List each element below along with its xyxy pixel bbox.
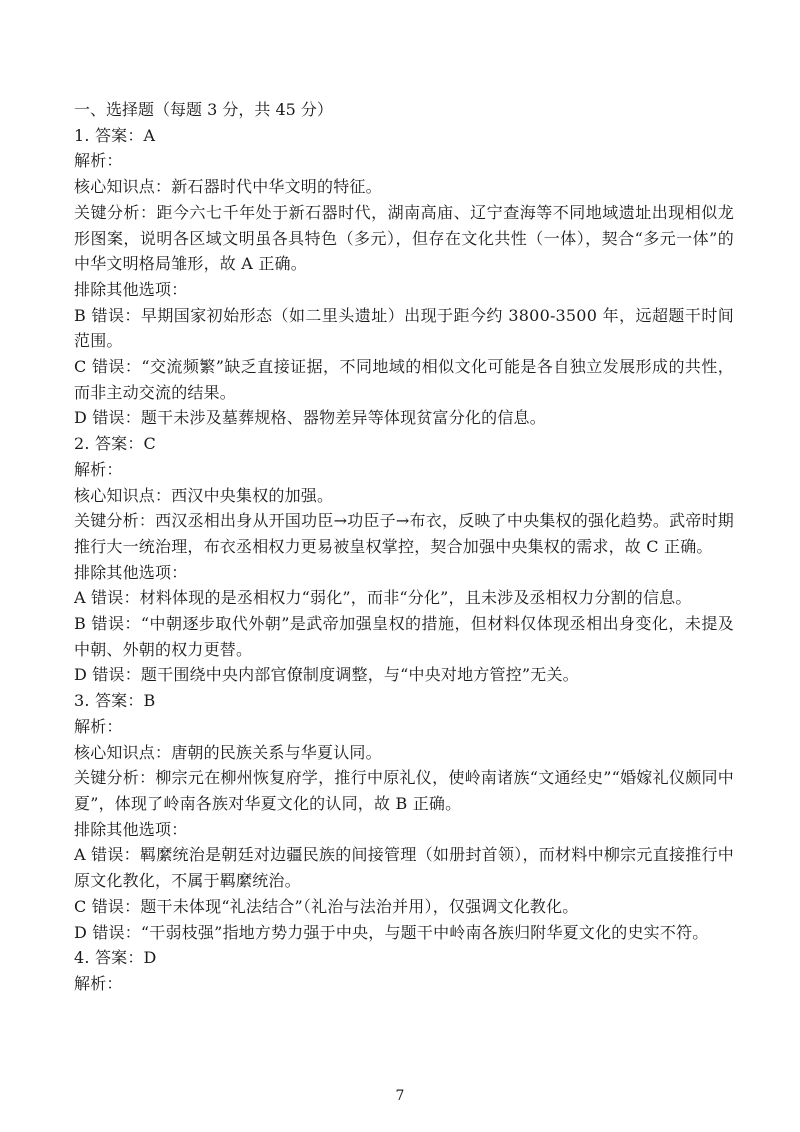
text-line: 核心知识点：唐朝的民族关系与华夏认同。 — [74, 742, 382, 762]
text-line: A 错误：材料体现的是丞相权力“弱化”，而非“分化”，且未涉及丞相权力分割的信息。 — [74, 588, 692, 608]
text-line: C 错误：题干未体现“礼法结合”（礼治与法治并用），仅强调文化教化。 — [74, 896, 579, 916]
text-line: 解析： — [74, 459, 123, 479]
text-line: 核心知识点：新石器时代中华文明的特征。 — [74, 177, 382, 197]
text-line: 排除其他选项： — [74, 279, 188, 299]
text-line: 解析： — [74, 973, 123, 993]
text-line: D 错误：“干弱枝强”指地方势力强于中央，与题干中岭南各族归附华夏文化的史实不符。 — [74, 922, 709, 942]
text-line: 核心知识点：西汉中央集权的加强。 — [74, 485, 334, 505]
text-line: D 错误：题干未涉及墓葬规格、器物差异等体现贫富分化的信息。 — [74, 408, 546, 428]
page-number: 7 — [395, 1088, 405, 1104]
text-line: 关键分析：柳宗元在柳州恢复府学，推行中原礼仪，使岭南诸族“文通经史”“婚嫁礼仪颇同中夏”，体现了岭南各族对华夏文化的认同，故 B 正确。 — [74, 768, 734, 813]
text-line: B 错误：早期国家初始形态（如二里头遗址）出现于距今约 3800-3500 年，远超题干时间范围。 — [74, 305, 734, 351]
answer-lines — [74, 123, 734, 997]
text-line: 4. 答案：D — [74, 948, 157, 968]
text-line: C 错误：“交流频繁”缺乏直接证据，不同地域的相似文化可能是各自独立发展形成的共性，而非主动交流的结果。 — [74, 357, 734, 402]
text-line: A 错误：羁縻统治是朝廷对边疆民族的间接管理（如册封首领），而材料中柳宗元直接推行中原文化教化，不属于羁縻统治。 — [74, 845, 734, 891]
answer-content — [74, 97, 734, 997]
text-line: 3. 答案：B — [74, 691, 156, 711]
section-title: 一、选择题（每题 3 分，共 45 分） — [74, 100, 333, 119]
text-line: 1. 答案：A — [74, 125, 156, 145]
text-line: 解析： — [74, 716, 123, 736]
text-line: 2. 答案：C — [74, 434, 156, 454]
text-line: D 错误：题干围绕中央内部官僚制度调整，与“中央对地方管控”无关。 — [74, 665, 579, 685]
text-line: B 错误：“中朝逐步取代外朝”是武帝加强皇权的措施，但材料仅体现丞相出身变化，未提及中朝、外朝的权力更替。 — [74, 614, 734, 659]
text-line: 关键分析：距今六七千年处于新石器时代，湖南高庙、辽宁查海等不同地域遗址出现相似龙形图案，说明各区域文明虽各具特色（多元），但存在文化共性（一体），契合“多元一体”的中华文明格局雏形，故 A 正确。 — [74, 202, 734, 274]
text-line: 关键分析：西汉丞相出身从开国功臣→功臣子→布衣，反映了中央集权的强化趋势。武帝时期推行大一统治理，布衣丞相权力更易被皇权掌控，契合加强中央集权的需求，故 C 正确。 — [74, 511, 734, 556]
text-line: 排除其他选项： — [74, 562, 188, 582]
text-line: 解析： — [74, 151, 123, 171]
text-line: 排除其他选项： — [74, 819, 188, 839]
